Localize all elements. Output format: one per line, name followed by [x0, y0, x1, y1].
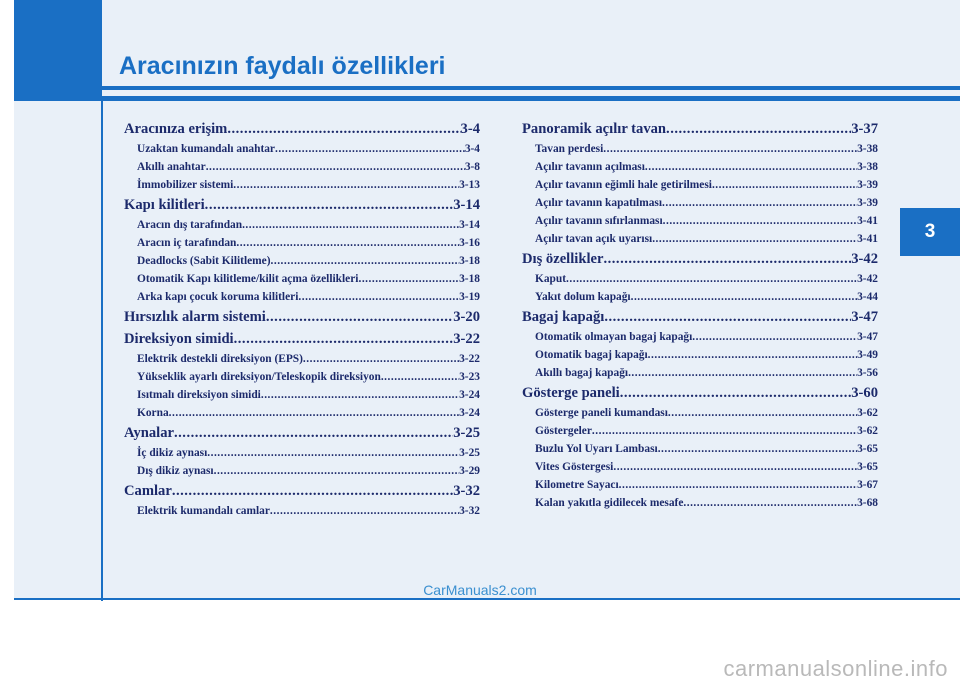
toc-subsection-entry[interactable]: [124, 270, 480, 288]
toc-subsection-entry[interactable]: [522, 140, 878, 158]
toc-entry-label: İç dikiz aynası: [137, 447, 208, 459]
toc-entry-page-number: 3-67: [857, 479, 878, 491]
toc-dot-leader: [298, 288, 459, 306]
toc-section-entry[interactable]: [522, 382, 878, 404]
toc-entry-page-number: 3-38: [857, 161, 878, 173]
toc-dot-leader: [662, 194, 857, 212]
toc-dot-leader: [683, 494, 857, 512]
toc-subsection-entry[interactable]: [124, 350, 480, 368]
toc-dot-leader: [242, 216, 459, 234]
toc-entry-label: Uzaktan kumandalı anahtar: [137, 143, 275, 155]
toc-subsection-entry[interactable]: [124, 216, 480, 234]
footer-site-text: carmanualsonline.info: [723, 656, 948, 681]
toc-entry-page-number: 3-60: [851, 385, 878, 401]
toc-dot-leader: [169, 404, 459, 422]
toc-subsection-entry[interactable]: [124, 404, 480, 422]
toc-entry-label: Açılır tavanın eğimli hale getirilmesi: [535, 179, 712, 191]
toc-subsection-entry[interactable]: [124, 444, 480, 462]
toc-subsection-entry[interactable]: [124, 368, 480, 386]
watermark[interactable]: CarManuals2.com: [423, 582, 537, 598]
toc-subsection-entry[interactable]: [522, 212, 878, 230]
toc-dot-leader: [613, 458, 857, 476]
toc-entry-page-number: 3-38: [857, 143, 878, 155]
toc-section-entry[interactable]: [522, 118, 878, 140]
toc-entry-label: Hırsızlık alarm sistemi: [124, 309, 266, 325]
toc-subsection-entry[interactable]: [522, 270, 878, 288]
toc-entry-label: Aracın dış tarafından: [137, 219, 243, 231]
toc-entry-label: Yükseklik ayarlı direksiyon/Teleskopik direksiyon: [137, 371, 381, 383]
toc-section-entry[interactable]: [124, 328, 480, 350]
toc-dot-leader: [658, 440, 857, 458]
toc-entry-label: Bagaj kapağı: [522, 309, 605, 325]
toc-entry-page-number: 3-68: [857, 497, 878, 509]
toc-entry-label: Elektrik kumandalı camlar: [137, 505, 270, 517]
toc-entry-page-number: 3-29: [459, 465, 480, 477]
toc-entry-page-number: 3-32: [453, 483, 480, 499]
toc-subsection-entry[interactable]: [522, 458, 878, 476]
toc-entry-page-number: 3-39: [857, 197, 878, 209]
toc-dot-leader: [266, 306, 453, 328]
toc-entry-page-number: 3-22: [459, 353, 480, 365]
toc-subsection-entry[interactable]: [522, 288, 878, 306]
toc-entry-page-number: 3-24: [459, 407, 480, 419]
toc-dot-leader: [207, 444, 459, 462]
toc-dot-leader: [227, 118, 460, 140]
toc-entry-label: Aynalar: [124, 425, 174, 441]
toc-dot-leader: [381, 368, 459, 386]
toc-entry-label: Açılır tavanın sıfırlanması: [535, 215, 663, 227]
toc-entry-label: Dış özellikler: [522, 251, 604, 267]
toc-entry-label: Açılır tavan açık uyarısı: [535, 233, 653, 245]
toc-entry-page-number: 3-25: [459, 447, 480, 459]
toc-subsection-entry[interactable]: [522, 364, 878, 382]
toc-subsection-entry[interactable]: [124, 140, 480, 158]
toc-entry-page-number: 3-4: [460, 121, 480, 137]
toc-entry-label: Akıllı bagaj kapağı: [535, 367, 629, 379]
toc-dot-leader: [668, 404, 857, 422]
toc-dot-leader: [628, 364, 857, 382]
toc-subsection-entry[interactable]: [522, 158, 878, 176]
toc-section-entry[interactable]: [124, 194, 480, 216]
toc-dot-leader: [271, 252, 460, 270]
toc-entry-label: Aracın iç tarafından: [137, 237, 237, 249]
toc-dot-leader: [663, 212, 857, 230]
toc-subsection-entry[interactable]: [522, 176, 878, 194]
toc-dot-leader: [620, 382, 852, 404]
toc-entry-label: Korna: [137, 407, 169, 419]
toc-dot-leader: [652, 230, 857, 248]
toc-entry-page-number: 3-20: [453, 309, 480, 325]
toc-dot-leader: [358, 270, 459, 288]
toc-dot-leader: [566, 270, 857, 288]
toc-dot-leader: [604, 306, 851, 328]
toc-entry-label: Kapı kilitleri: [124, 197, 205, 213]
toc-dot-leader: [692, 328, 857, 346]
toc-entry-page-number: 3-56: [857, 367, 878, 379]
toc-subsection-entry[interactable]: [124, 288, 480, 306]
toc-entry-label: Deadlocks (Sabit Kilitleme): [137, 255, 271, 267]
toc-section-entry[interactable]: [124, 422, 480, 444]
toc-dot-leader: [205, 194, 454, 216]
toc-dot-leader: [233, 176, 459, 194]
toc-entry-label: Yakıt dolum kapağı: [535, 291, 631, 303]
toc-section-entry[interactable]: [522, 248, 878, 270]
toc-subsection-entry[interactable]: [124, 386, 480, 404]
toc-entry-page-number: 3-19: [459, 291, 480, 303]
toc-entry-label: Kilometre Sayacı: [535, 479, 619, 491]
toc-entry-label: Otomatik olmayan bagaj kapağı: [535, 331, 693, 343]
toc-entry-page-number: 3-23: [459, 371, 480, 383]
toc-entry-page-number: 3-18: [459, 255, 480, 267]
toc-subsection-entry[interactable]: [522, 440, 878, 458]
toc-entry-page-number: 3-42: [851, 251, 878, 267]
toc-dot-leader: [174, 422, 453, 444]
toc-entry-page-number: 3-13: [459, 179, 480, 191]
toc-subsection-entry[interactable]: [522, 404, 878, 422]
toc-subsection-entry[interactable]: [522, 422, 878, 440]
toc-entry-page-number: 3-65: [857, 443, 878, 455]
corner-color-block: [14, 0, 102, 101]
toc-dot-leader: [275, 140, 465, 158]
toc-dot-leader: [619, 476, 857, 494]
toc-entry-label: Gösterge paneli kumandası: [535, 407, 668, 419]
toc-entry-page-number: 3-44: [857, 291, 878, 303]
toc-section-entry[interactable]: [522, 306, 878, 328]
toc-subsection-entry[interactable]: [124, 158, 480, 176]
toc-left-column: [124, 118, 480, 520]
toc-entry-label: Panoramik açılır tavan: [522, 121, 667, 137]
toc-dot-leader: [172, 480, 453, 502]
toc-entry-page-number: 3-22: [453, 331, 480, 347]
toc-entry-page-number: 3-24: [459, 389, 480, 401]
toc-entry-page-number: 3-14: [453, 197, 480, 213]
toc-entry-page-number: 3-41: [857, 233, 878, 245]
toc-entry-label: Akıllı anahtar: [137, 161, 206, 173]
toc-entry-page-number: 3-47: [857, 331, 878, 343]
toc-entry-page-number: 3-25: [453, 425, 480, 441]
toc-subsection-entry[interactable]: [522, 194, 878, 212]
toc-entry-label: Aracınıza erişim: [124, 121, 228, 137]
toc-dot-leader: [236, 234, 459, 252]
toc-subsection-entry[interactable]: [124, 234, 480, 252]
title-underline-secondary: [102, 96, 960, 101]
toc-dot-leader: [648, 346, 857, 364]
chapter-number: 3: [924, 221, 936, 242]
toc-subsection-entry[interactable]: [522, 494, 878, 512]
toc-subsection-entry[interactable]: [522, 476, 878, 494]
toc-dot-leader: [234, 328, 454, 350]
toc-entry-page-number: 3-65: [857, 461, 878, 473]
toc-entry-page-number: 3-14: [459, 219, 480, 231]
toc-dot-leader: [303, 350, 459, 368]
toc-section-entry[interactable]: [124, 118, 480, 140]
toc-section-entry[interactable]: [124, 480, 480, 502]
toc-entry-label: Kaput: [535, 273, 567, 285]
title-underline: [102, 86, 960, 90]
toc-entry-page-number: 3-4: [464, 143, 480, 155]
toc-entry-label: Dış dikiz aynası: [137, 465, 214, 477]
toc-entry-label: Tavan perdesi: [535, 143, 604, 155]
toc-entry-page-number: 3-32: [459, 505, 480, 517]
toc-entry-page-number: 3-18: [459, 273, 480, 285]
toc-dot-leader: [603, 140, 857, 158]
toc-dot-leader: [666, 118, 851, 140]
toc-entry-label: Otomatik Kapı kilitleme/kilit açma özellikleri: [137, 273, 359, 285]
toc-entry-label: Elektrik destekli direksiyon (EPS): [137, 353, 303, 365]
toc-entry-page-number: 3-62: [857, 407, 878, 419]
toc-subsection-entry[interactable]: [124, 176, 480, 194]
toc-entry-label: Otomatik bagaj kapağı: [535, 349, 648, 361]
toc-entry-page-number: 3-42: [857, 273, 878, 285]
toc-subsection-entry[interactable]: [124, 252, 480, 270]
toc-dot-leader: [603, 248, 851, 270]
toc-dot-leader: [592, 422, 857, 440]
toc-entry-label: Kalan yakıtla gidilecek mesafe: [535, 497, 684, 509]
toc-entry-label: İmmobilizer sistemi: [137, 179, 234, 191]
toc-entry-label: Arka kapı çocuk koruma kilitleri: [137, 291, 299, 303]
toc-entry-page-number: 3-39: [857, 179, 878, 191]
toc-subsection-entry[interactable]: [522, 346, 878, 364]
toc-dot-leader: [261, 386, 459, 404]
toc-dot-leader: [712, 176, 857, 194]
toc-entry-page-number: 3-41: [857, 215, 878, 227]
toc-entry-label: Camlar: [124, 483, 172, 499]
toc-dot-leader: [206, 158, 465, 176]
toc-entry-page-number: 3-16: [459, 237, 480, 249]
toc-entry-label: Direksiyon simidi: [124, 331, 234, 347]
left-margin-rule: [101, 101, 103, 601]
toc-entry-label: Gösterge paneli: [522, 385, 620, 401]
toc-entry-page-number: 3-62: [857, 425, 878, 437]
toc-section-entry[interactable]: [124, 306, 480, 328]
toc-entry-label: Açılır tavanın açılması: [535, 161, 645, 173]
toc-entry-label: Göstergeler: [535, 425, 592, 437]
toc-dot-leader: [270, 502, 459, 520]
chapter-tab[interactable]: [900, 208, 960, 256]
toc-entry-label: Isıtmalı direksiyon simidi: [137, 389, 261, 401]
toc-entry-page-number: 3-47: [851, 309, 878, 325]
toc-dot-leader: [645, 158, 857, 176]
toc-dot-leader: [631, 288, 858, 306]
toc-entry-label: Açılır tavanın kapatılması: [535, 197, 662, 209]
toc-right-column: [522, 118, 878, 512]
toc-subsection-entry[interactable]: [124, 462, 480, 480]
toc-subsection-entry[interactable]: [522, 230, 878, 248]
toc-entry-page-number: 3-49: [857, 349, 878, 361]
toc-dot-leader: [214, 462, 460, 480]
toc-entry-label: Buzlu Yol Uyarı Lambası: [535, 443, 658, 455]
toc-subsection-entry[interactable]: [124, 502, 480, 520]
toc-entry-page-number: 3-37: [851, 121, 878, 137]
toc-entry-page-number: 3-8: [464, 161, 480, 173]
toc-entry-label: Vites Göstergesi: [535, 461, 614, 473]
page-title: Aracınızın faydalı özellikleri: [119, 52, 446, 80]
bottom-rule: [14, 598, 960, 600]
toc-subsection-entry[interactable]: [522, 328, 878, 346]
